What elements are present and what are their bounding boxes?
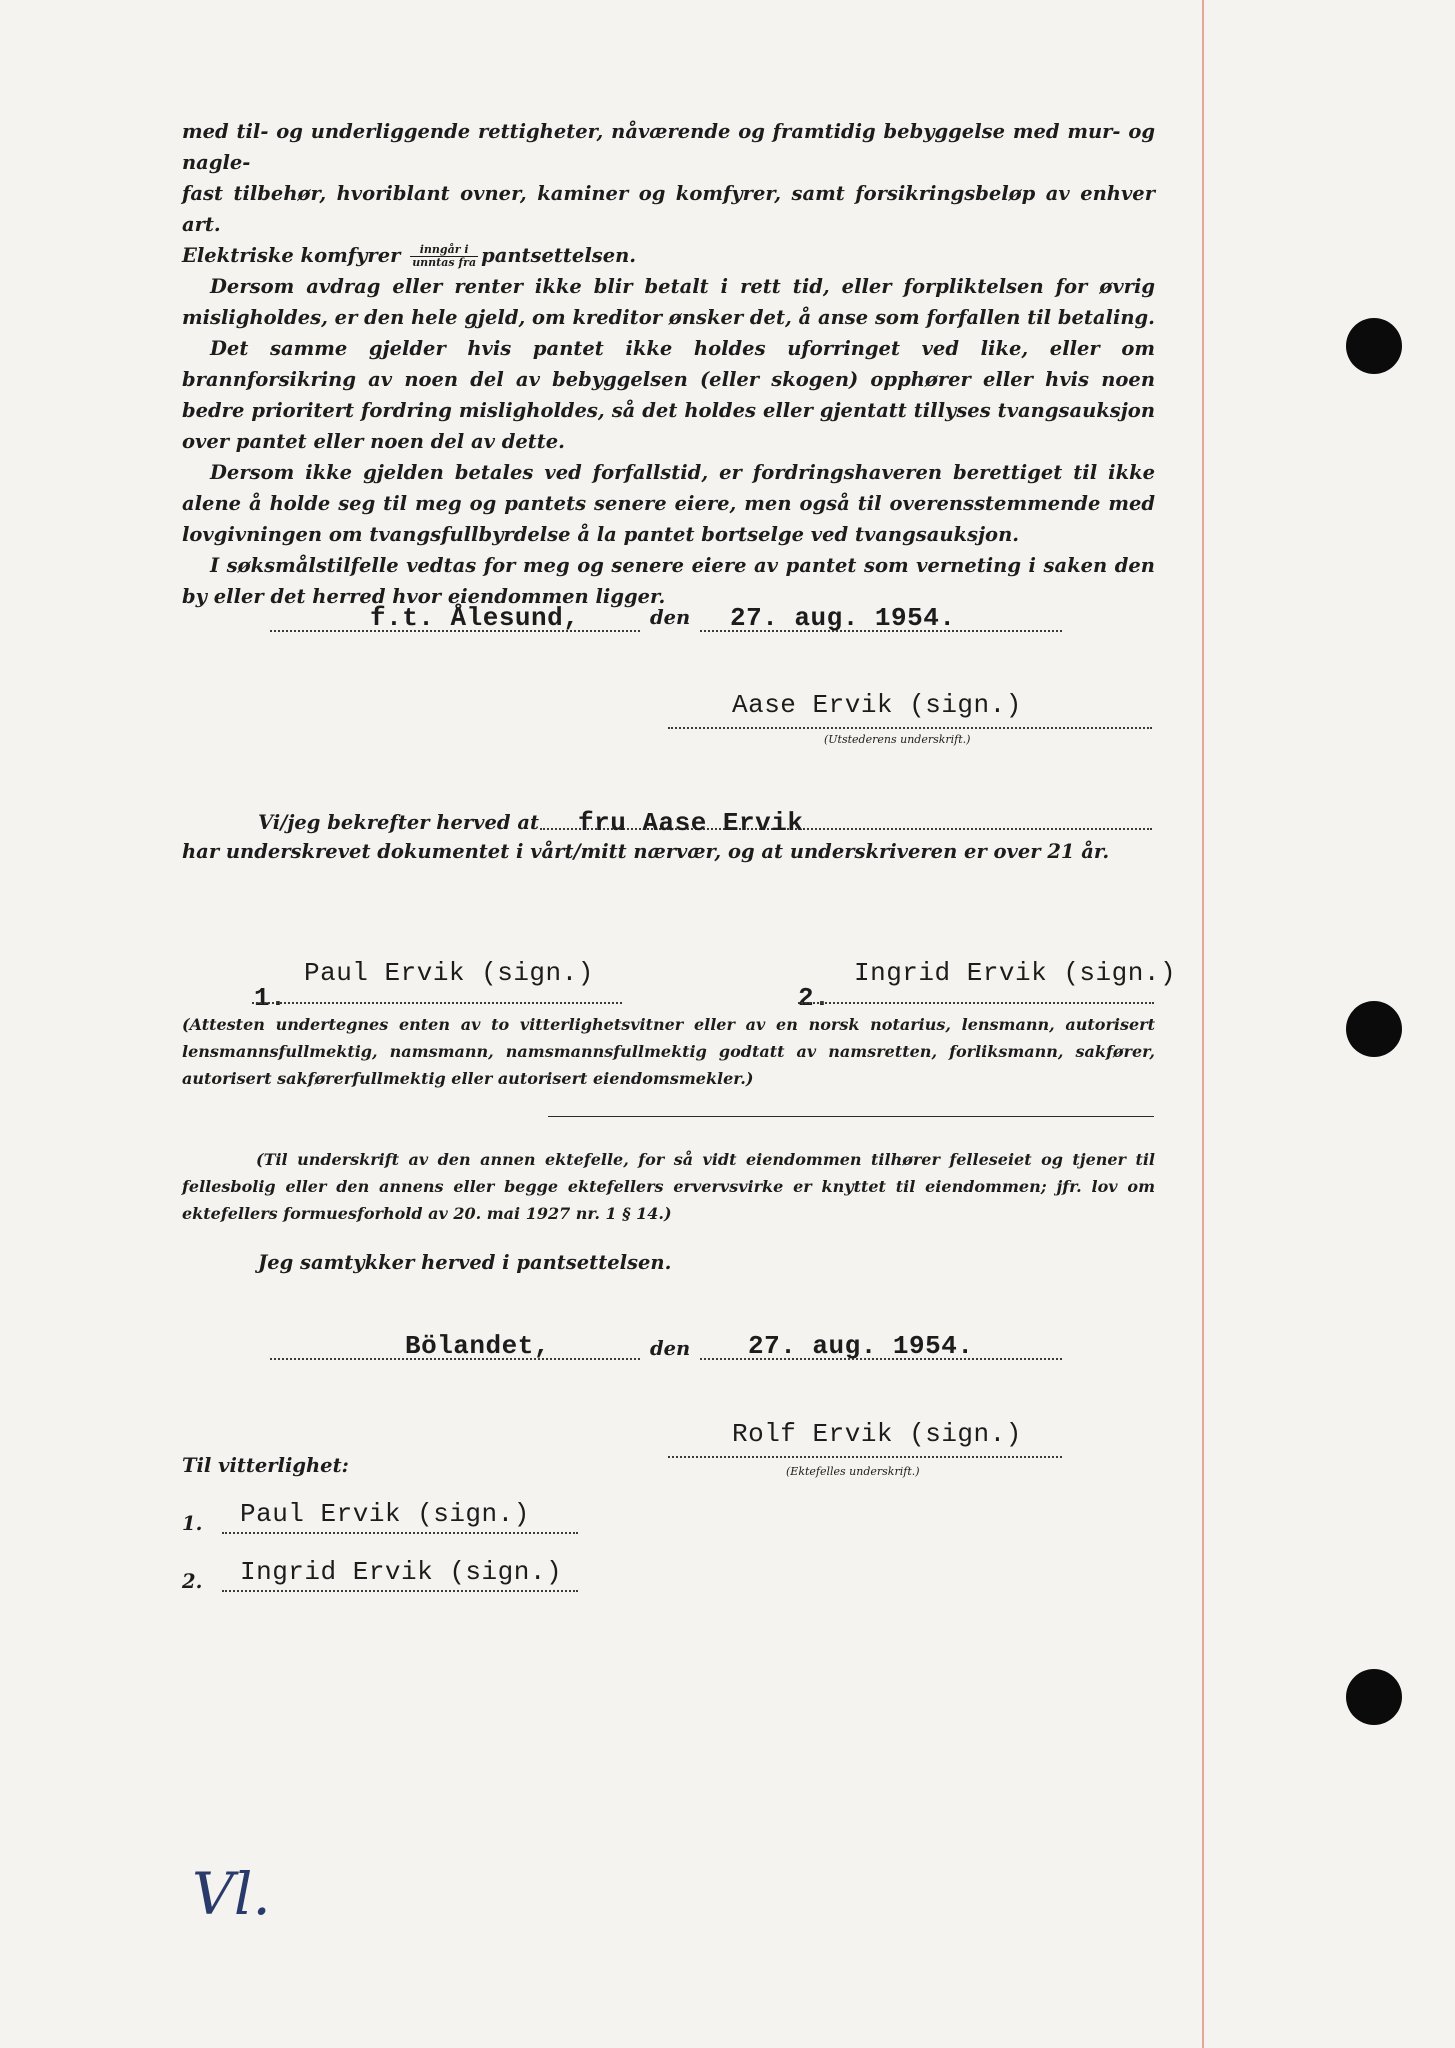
- spouse-blank-line: [548, 1116, 1154, 1117]
- issuer-signature: Aase Ervik (sign.): [732, 690, 1022, 720]
- issuer-signature-caption: (Utstederens underskrift.): [824, 733, 971, 746]
- paragraph-condition: Det samme gjelder hvis pantet ikke holdes uforringet ved like, eller om brannforsikring av noen del av bebyggelsen (eller skogen) opphører eller hvis noen bedre prioritert fordring misligholdes, så det holdes eller gjentatt tillyses tvangsauksjon over pantet eller noen del av dette.: [182, 337, 1155, 453]
- mortgage-terms: [182, 116, 1155, 612]
- terms-line-2: fast tilbehør, hvoriblant ovner, kaminer og komfyrer, samt forsikringsbeløp av enhver art.: [182, 182, 1155, 236]
- witness-2-line: [798, 1002, 1154, 1004]
- witnessing-name-2: Ingrid Ervik (sign.): [240, 1557, 563, 1587]
- consent-place: Bölandet,: [405, 1331, 550, 1361]
- paragraph-default: Dersom avdrag eller renter ikke blir betalt i rett tid, eller forpliktelsen for øvrig misligholdes, er den hele gjeld, om kreditor ønsker det, å anse som forfallen til betaling.: [182, 275, 1155, 329]
- witnessing-number-1: 1.: [182, 1512, 203, 1535]
- witness-1-number: 1.: [254, 983, 287, 1013]
- punch-hole: [1346, 318, 1402, 374]
- issuer-signature-line: [668, 727, 1152, 729]
- terms-line-1: med til- og underliggende rettigheter, nåværende og framtidig bebyggelse med mur- og nagle-: [182, 120, 1155, 174]
- witness-2-number: 2.: [798, 983, 831, 1013]
- issuer-date: 27. aug. 1954.: [730, 603, 956, 633]
- paragraph-venue: I søksmålstilfelle vedtas for meg og senere eiere av pantet som verneting i saken den by eller det herred hvor eiendommen ligger.: [182, 554, 1155, 608]
- terms-line-3-start: Elektriske komfyrer: [182, 244, 401, 267]
- handwritten-initials: Vl.: [192, 1860, 271, 1928]
- paragraph-enforcement: Dersom ikke gjelden betales ved forfallstid, er fordringshaveren berettiget til ikke alene å holde seg til meg og pantets senere eiere, men også til overensstemmende med lovgivningen om tvangsfullbyrdelse å la pantet bortselge ved tvangsauksjon.: [182, 461, 1155, 546]
- witness-1-name: Paul Ervik (sign.): [304, 958, 594, 988]
- confirmation-name: fru Aase Ervik: [578, 808, 804, 838]
- terms-line-3-end: pantsettelsen.: [481, 244, 637, 267]
- option-fraction: [410, 244, 478, 269]
- terms-line-3: [182, 240, 1155, 271]
- consent-den-label: den: [650, 1337, 691, 1360]
- den-label: den: [650, 606, 691, 629]
- witnessing-line-2: [222, 1590, 578, 1592]
- witnessing-number-2: 2.: [182, 1570, 203, 1593]
- spouse-signature: Rolf Ervik (sign.): [732, 1419, 1022, 1449]
- confirmation-text: har underskrevet dokumentet i vårt/mitt nærvær, og at underskriveren er over 21 år.: [182, 840, 1110, 863]
- margin-rule: [1202, 0, 1204, 2048]
- fraction-top: inngår i: [410, 244, 478, 257]
- punch-hole: [1346, 1669, 1402, 1725]
- consent-date: 27. aug. 1954.: [748, 1331, 974, 1361]
- fraction-bottom: unntas fra: [412, 256, 477, 269]
- spouse-signature-line: [668, 1456, 1062, 1458]
- witnessing-label: Til vitterlighet:: [182, 1454, 349, 1477]
- witness-1-line: [252, 1002, 622, 1004]
- attestation-note: [182, 1011, 1155, 1092]
- issuer-place: f.t. Ålesund,: [370, 603, 580, 633]
- witnessing-name-1: Paul Ervik (sign.): [240, 1499, 530, 1529]
- witness-2-name: Ingrid Ervik (sign.): [854, 958, 1177, 988]
- spouse-note-text: (Til underskrift av den annen ektefelle, for så vidt eiendommen tilhører felleseiet og tjener til fellesbolig eller den annens eller begge ektefellers ervervsvirke er knyttet til eiendommen; jfr. lov om ektefellers formuesforhold av 20. mai 1927 nr. 1 § 14.): [182, 1150, 1155, 1223]
- spouse-signature-caption: (Ektefelles underskrift.): [786, 1465, 920, 1478]
- punch-hole: [1346, 1001, 1402, 1057]
- spouse-note: [182, 1146, 1155, 1227]
- witnessing-line-1: [222, 1532, 578, 1534]
- attestation-note-text: (Attesten undertegnes enten av to vitterlighetsvitner eller av en norsk notarius, lensmann, autorisert lensmannsfullmektig, namsmann, namsmannsfullmektig godtatt av namsretten, forliksmann, sakfører, autorisert sakførerfullmektig eller autorisert eiendomsmekler.): [182, 1015, 1155, 1088]
- confirmation-prefix: Vi/jeg bekrefter herved at: [258, 811, 539, 834]
- consent-text: Jeg samtykker herved i pantsettelsen.: [258, 1251, 672, 1274]
